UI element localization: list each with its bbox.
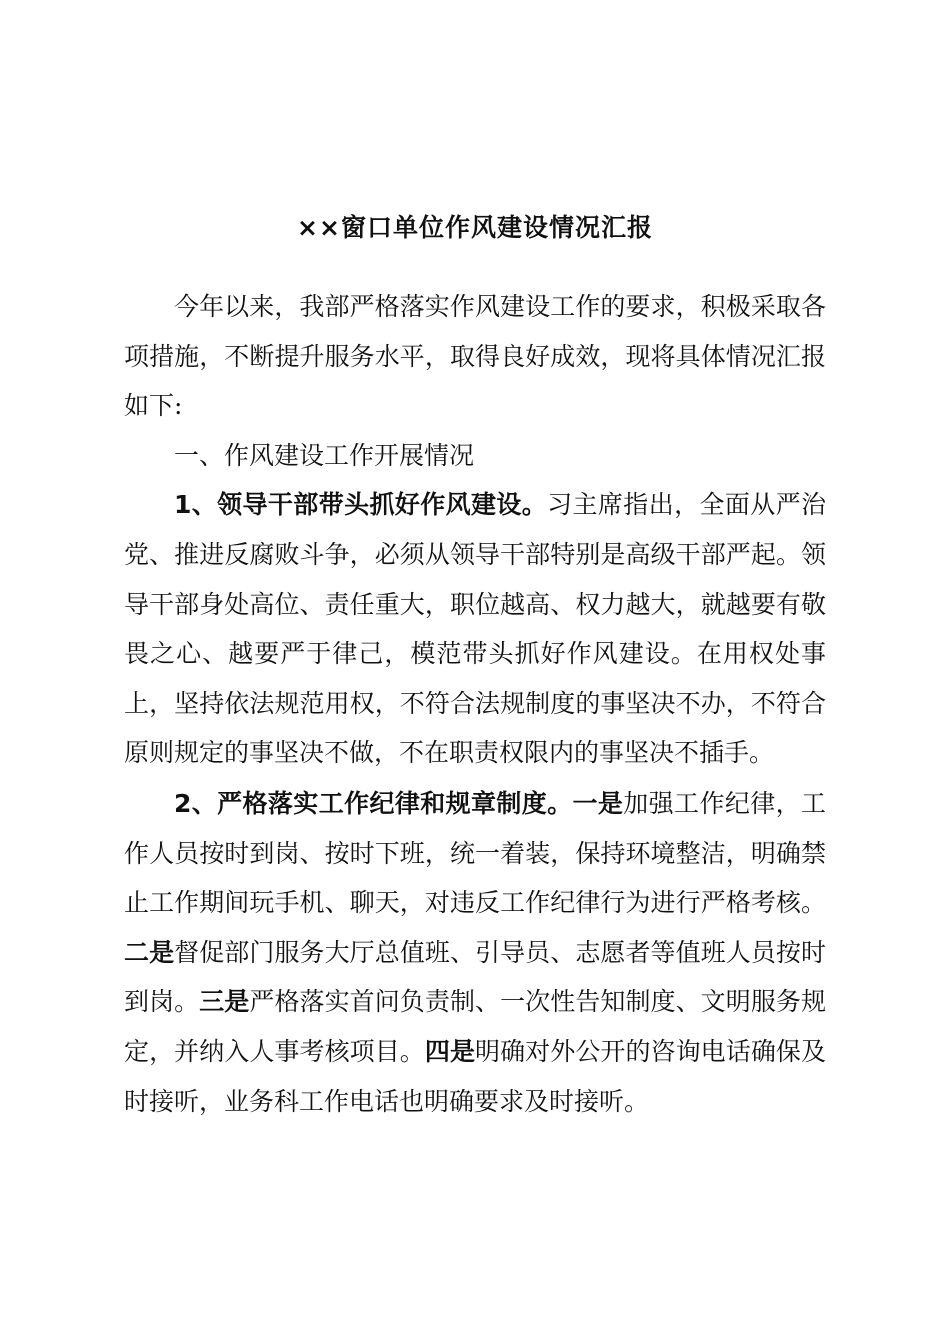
- item2-point3-text: 严格落实首问负责制、一次性告知制度、文明服务规定，并纳入人事考核项目。: [124, 987, 826, 1066]
- item1-lead: 1、领导干部带头抓好作风建设。: [174, 490, 548, 520]
- section-heading: 一、作风建设工作开展情况: [174, 440, 475, 470]
- item2-point4-text: 明确对外公开的咨询电话确保及时接听，业务科工作电话也明确要求及时接听。: [124, 1036, 826, 1116]
- item2-paragraph: [124, 779, 826, 1126]
- document-body: [124, 282, 826, 1126]
- item2-point1-label: 一是: [572, 788, 624, 818]
- item1-paragraph: [124, 480, 826, 778]
- item2-point4-label: 四是: [424, 1036, 476, 1066]
- item2-point2-text: 督促部门服务大厅总值班、引导员、志愿者等值班人员按时到岗。: [124, 937, 826, 1017]
- intro-paragraph: 今年以来，我部严格落实作风建设工作的要求，积极采取各项措施，不断提升服务水平，取得良好成效，现将具体情况汇报如下:: [124, 292, 826, 421]
- document-title: ××窗口单位作风建设情况汇报: [297, 213, 653, 242]
- item2-point2-label: 二是: [124, 937, 175, 967]
- item2-point1-text: 加强工作纪律，工作人员按时到岗、按时下班，统一着装，保持环境整洁，明确禁止工作期间玩手机、聊天，对违反工作纪律行为进行严格考核。: [124, 788, 826, 918]
- item2-point3-label: 三是: [199, 987, 250, 1017]
- item2-lead: 2、严格落实工作纪律和规章制度。: [174, 788, 573, 818]
- item1-text: 习主席指出，全面从严治党、推进反腐败斗争，必须从领导干部特别是高级干部严起。领导干部身处高位、责任重大，职位越高、权力越大，就越要有敬畏之心、越要严于律己，模范带头抓好作风建设。在用权处事上，坚持依法规范用权，不符合法规制度的事坚决不办，不符合原则规定的事坚决不做，不在职责权限内的事坚决不插手。: [124, 490, 826, 768]
